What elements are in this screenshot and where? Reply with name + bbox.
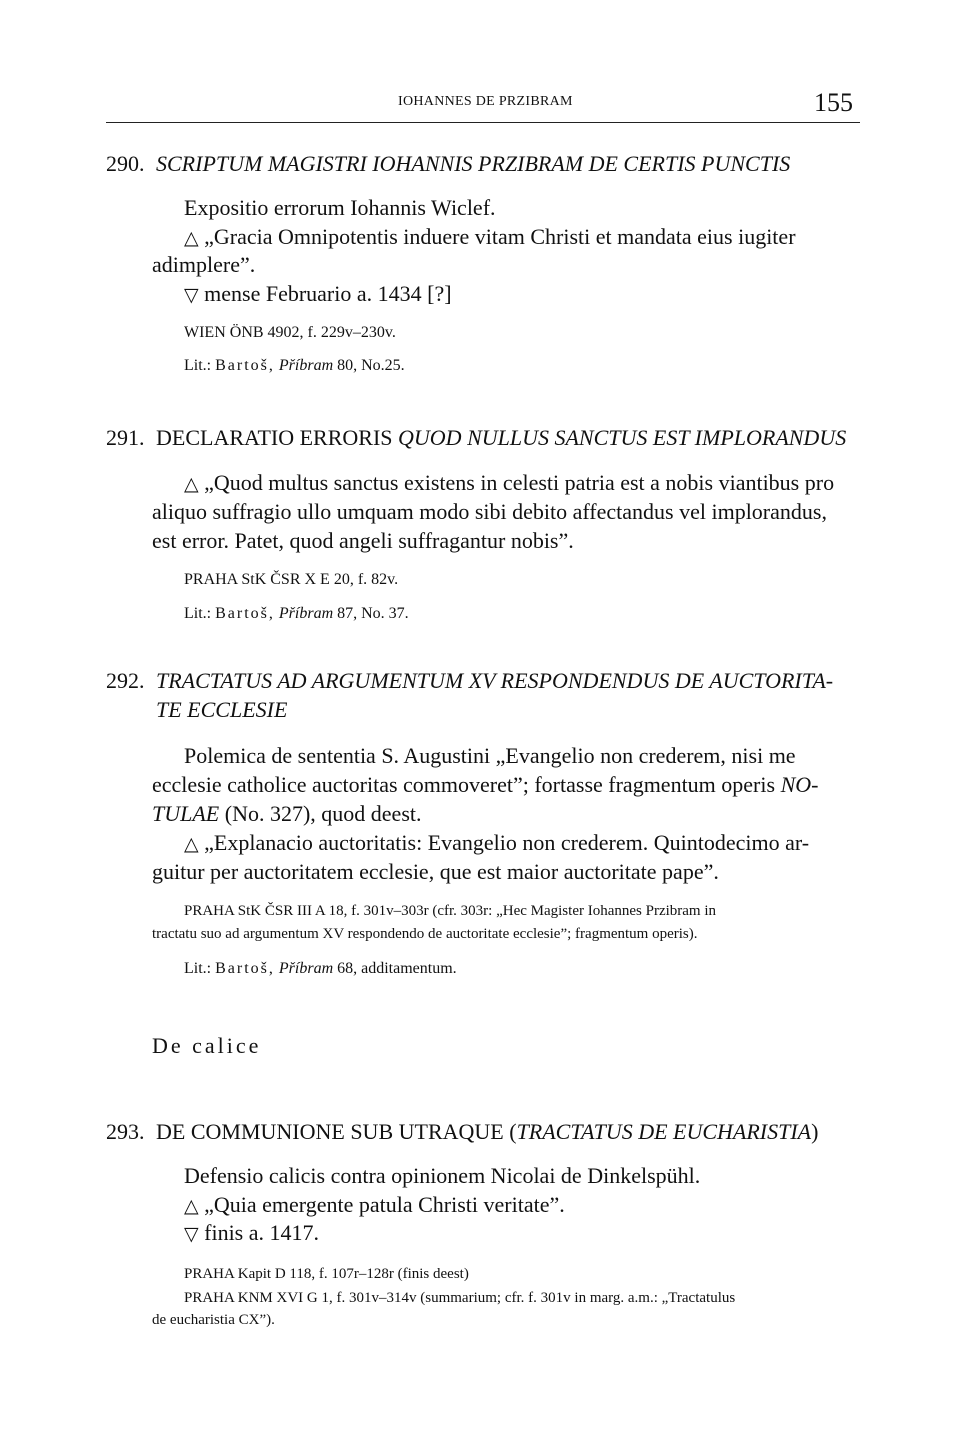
entry-292-literature	[184, 960, 457, 978]
entry-293-title	[156, 1118, 818, 1145]
entry-293-title-plain: DE COMMUNIONE SUB UTRAQUE (	[156, 1119, 517, 1144]
entry-291-title-plain: DECLARATIO ERRORIS	[156, 425, 393, 450]
entry-292-desc-line2	[152, 771, 818, 798]
entry-291-incipit-line3: est error. Patet, quod angeli suffragantur nobis”.	[152, 528, 574, 553]
entry-292-desc-line2-italic: NO-	[780, 772, 819, 797]
entry-292-number: 292.	[106, 668, 145, 693]
entry-291-title-italic: QUOD NULLUS SANCTUS EST IMPLORANDUS	[398, 425, 847, 450]
entry-290-manuscript: WIEN ÖNB 4902, f. 229v–230v.	[184, 324, 396, 341]
lit-ref: 87, No. 37.	[337, 605, 409, 622]
lit-label: Lit.:	[184, 960, 212, 977]
entry-292-incipit-line2: guitur per auctoritatem ecclesie, que est maior auctoritate pape”.	[152, 859, 719, 884]
section-heading: De calice	[152, 1033, 262, 1058]
entry-293-manuscript-2-line2: de eucharistia CX”).	[152, 1312, 275, 1328]
incipit-icon: △	[184, 833, 199, 855]
entry-291-literature	[184, 605, 409, 623]
entry-290-literature	[184, 357, 405, 375]
entry-293-description: Defensio calicis contra opinionem Nicolai de Dinkelspühl.	[184, 1163, 701, 1188]
entry-292-desc-line3	[152, 800, 422, 827]
lit-author: Bartoš,	[215, 605, 275, 622]
explicit-icon: ▽	[184, 284, 199, 306]
entry-291-number: 291.	[106, 425, 145, 450]
entry-293-title-close: )	[811, 1119, 819, 1144]
entry-293-manuscript-2-line1: PRAHA KNM XVI G 1, f. 301v–314v (summarium; cfr. f. 301v in marg. a.m.: „Tractatulus	[184, 1290, 736, 1306]
entry-293-title-italic: TRACTATUS DE EUCHARISTIA	[516, 1119, 812, 1144]
entry-292-desc-line2-text: ecclesie catholice auctoritas commoveret”; fortasse fragmentum operis	[152, 772, 776, 797]
entry-290-title: SCRIPTUM MAGISTRI IOHANNIS PRZIBRAM DE CERTIS PUNCTIS	[156, 151, 791, 176]
entry-292-incipit-line1: „Explanacio auctoritatis: Evangelio non crederem. Quintodecimo ar-	[204, 830, 810, 855]
lit-author: Bartoš,	[215, 960, 275, 977]
header-rule	[106, 122, 860, 123]
entry-292-title-line1: TRACTATUS AD ARGUMENTUM XV RESPONDENDUS DE AUCTORITA-	[156, 668, 834, 693]
entry-290-incipit-line1: „Gracia Omnipotentis induere vitam Christi et mandata eius iugiter	[204, 224, 796, 249]
entry-293-explicit-text: finis a. 1417.	[204, 1220, 320, 1245]
lit-work: Příbram	[278, 605, 334, 622]
entry-290-incipit-line2: adimplere”.	[152, 252, 256, 277]
entry-292-desc-line1: Polemica de sententia S. Augustini „Evangelio non crederem, nisi me	[184, 743, 796, 768]
entry-293-number: 293.	[106, 1119, 145, 1144]
entry-290-incipit	[184, 223, 796, 252]
explicit-icon: ▽	[184, 1223, 199, 1245]
entry-290-number: 290.	[106, 151, 145, 176]
entry-293-manuscript-1: PRAHA Kapit D 118, f. 107r–128r (finis deest)	[184, 1266, 469, 1282]
entry-291-incipit-line1: „Quod multus sanctus existens in celesti patria est a nobis viantibus pro	[204, 470, 835, 495]
lit-label: Lit.:	[184, 357, 212, 374]
lit-ref: 68, additamentum.	[337, 960, 457, 977]
running-title: IOHANNES DE PRZIBRAM	[398, 94, 573, 109]
entry-291-title	[156, 424, 846, 451]
lit-author: Bartoš,	[215, 357, 275, 374]
entry-292-manuscript-line1: PRAHA StK ČSR III A 18, f. 301v–303r (cfr. 303r: „Hec Magister Iohannes Przibram in	[184, 903, 717, 919]
entry-293-incipit	[184, 1191, 565, 1220]
entry-290-explicit-text: mense Februario a. 1434 [?]	[204, 281, 452, 306]
entry-290-description: Expositio errorum Iohannis Wiclef.	[184, 195, 496, 220]
incipit-icon: △	[184, 473, 199, 495]
lit-label: Lit.:	[184, 605, 212, 622]
entry-292-incipit	[184, 829, 809, 858]
page-number: 155	[814, 88, 853, 117]
entry-293-explicit	[184, 1219, 319, 1248]
lit-work: Příbram	[278, 357, 334, 374]
entry-290-explicit	[184, 280, 452, 309]
entry-292-manuscript-line2: tractatu suo ad argumentum XV respondendo de auctoritate ecclesie”; fragmentum operis).	[152, 926, 698, 942]
lit-work: Příbram	[278, 960, 334, 977]
entry-291-manuscript: PRAHA StK ČSR X E 20, f. 82v.	[184, 571, 399, 588]
incipit-icon: △	[184, 227, 199, 249]
entry-292-desc-line3-italic: TULAE	[152, 801, 220, 826]
entry-293-incipit-text: „Quia emergente patula Christi veritate”.	[204, 1192, 565, 1217]
entry-292-title-line2: TE ECCLESIE	[156, 697, 288, 722]
lit-ref: 80, No.25.	[337, 357, 405, 374]
incipit-icon: △	[184, 1195, 199, 1217]
entry-291-incipit-line2: aliquo suffragio ullo umquam modo sibi debito affectandus vel implorandus,	[152, 499, 827, 524]
entry-292-desc-line3-text: (No. 327), quod deest.	[224, 801, 422, 826]
entry-291-incipit	[184, 469, 834, 498]
